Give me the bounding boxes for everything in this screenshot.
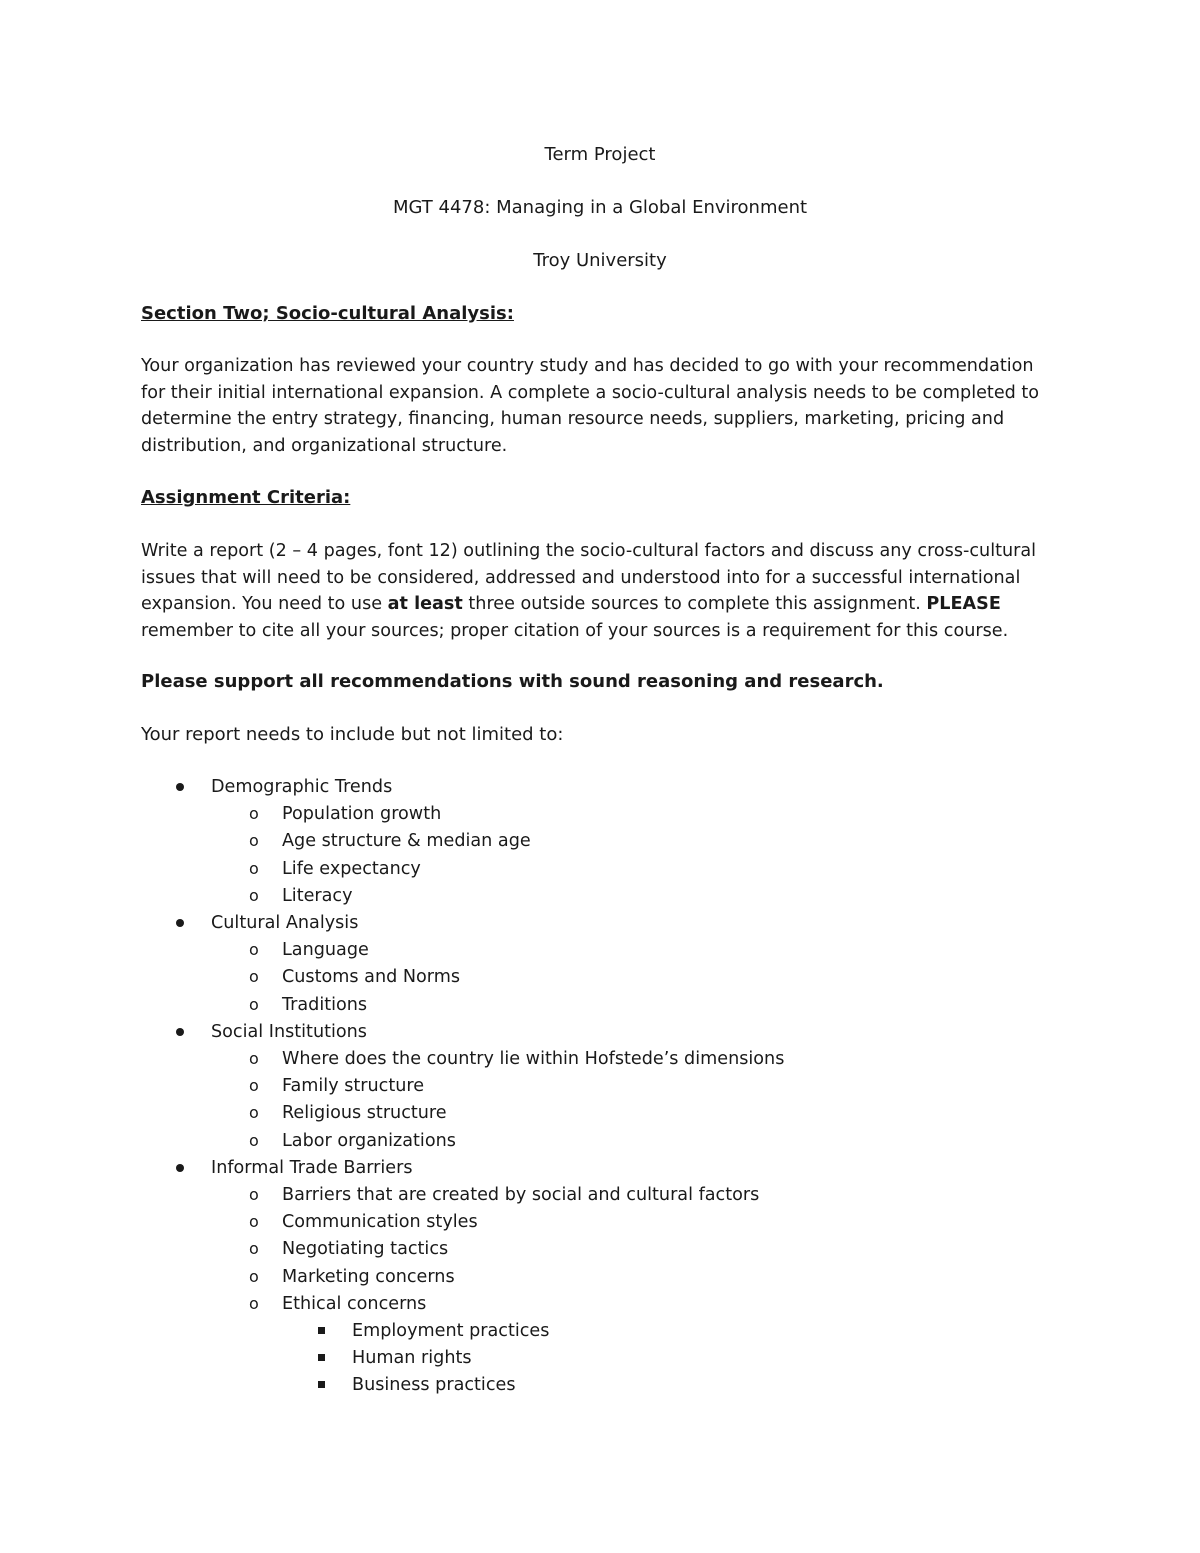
section-two-paragraph <box>141 353 1061 459</box>
bullet-circle-icon: o <box>249 1103 259 1123</box>
bullet-circle-icon: o <box>249 831 259 851</box>
list-item-text: Barriers that are created by social and cultural factors <box>282 1185 760 1205</box>
text-run: three outside sources to complete this assignment. <box>462 594 927 614</box>
paragraph-line: for their initial international expansion. A complete a socio-cultural analysis needs to be completed to <box>141 382 1040 403</box>
list-item-text: Informal Trade Barriers <box>211 1157 413 1178</box>
list-item-text: Marketing concerns <box>282 1266 455 1287</box>
bullet-square-icon <box>318 1381 325 1388</box>
bullet-circle-icon: o <box>249 804 259 824</box>
list-item-text: Life expectancy <box>282 858 421 879</box>
bullet-circle-icon: o <box>249 967 259 987</box>
list-item-text: Ethical concerns <box>282 1293 427 1314</box>
emphasis-at-least: at least <box>387 594 463 614</box>
list-item-text: Population growth <box>282 804 442 825</box>
list-item-text: Religious structure <box>282 1103 447 1124</box>
list-item-text: Traditions <box>282 994 368 1015</box>
bullet-disc-icon <box>176 1164 184 1172</box>
support-note: Please support all recommendations with sound reasoning and research. <box>141 671 884 692</box>
paragraph-line: Write a report (2 – 4 pages, font 12) outlining the socio-cultural factors and discuss any cross-cultural <box>141 541 1037 561</box>
bullet-square-icon <box>318 1327 325 1334</box>
bullet-circle-icon: o <box>249 885 259 905</box>
list-item-text: Language <box>282 940 369 961</box>
paragraph-line: distribution, and organizational structure. <box>141 435 508 456</box>
course-name: MGT 4478: Managing in a Global Environment <box>392 197 808 218</box>
list-item-text: Literacy <box>282 885 353 906</box>
bullet-circle-icon: o <box>249 1130 259 1150</box>
bullet-circle-icon: o <box>249 858 259 878</box>
list-item-text: Social Institutions <box>211 1021 367 1042</box>
list-item-text: Labor organizations <box>282 1130 456 1151</box>
emphasis-please: PLEASE <box>926 594 1001 614</box>
list-item-text: Where does the country lie within Hofstede’s dimensions <box>282 1049 785 1069</box>
list-item-text: Family structure <box>282 1076 425 1097</box>
bullet-disc-icon <box>176 919 184 927</box>
bullet-circle-icon: o <box>249 1239 259 1259</box>
criteria-paragraph <box>141 538 1061 644</box>
bullet-square-icon <box>318 1354 325 1361</box>
bullet-circle-icon: o <box>249 1049 259 1068</box>
paragraph-line: issues that will need to be considered, addressed and understood into for a successful international <box>141 567 1021 588</box>
bullet-disc-icon <box>176 783 184 791</box>
section-two-heading: Section Two; Socio-cultural Analysis: <box>141 303 514 324</box>
university-name: Troy University <box>533 250 667 271</box>
bullet-circle-icon: o <box>249 1212 259 1232</box>
bullet-circle-icon: o <box>249 1185 259 1204</box>
bullet-circle-icon: o <box>249 1076 259 1096</box>
list-item-text: Cultural Analysis <box>211 913 359 933</box>
criteria-heading: Assignment Criteria: <box>141 487 351 508</box>
list-item-text: Demographic Trends <box>211 777 393 797</box>
paragraph-line: Your organization has reviewed your country study and has decided to go with your recommendation <box>141 356 1034 376</box>
list-item-text: Age structure & median age <box>282 831 531 852</box>
list-item-text: Communication styles <box>282 1212 478 1233</box>
list-item-text: Customs and Norms <box>282 967 461 988</box>
bullet-circle-icon: o <box>249 940 259 960</box>
document-title: Term Project <box>544 144 656 165</box>
paragraph-line <box>141 591 1061 618</box>
list-item-text: Human rights <box>352 1348 472 1369</box>
bullet-circle-icon: o <box>249 1266 259 1286</box>
bullet-circle-icon: o <box>249 1293 259 1313</box>
paragraph-line: determine the entry strategy, financing, human resource needs, suppliers, marketing, pricing and <box>141 409 1005 429</box>
list-item-text: Employment practices <box>352 1321 550 1341</box>
bullet-circle-icon: o <box>249 994 259 1014</box>
report-intro: Your report needs to include but not limited to: <box>141 724 564 745</box>
list-item-text: Negotiating tactics <box>282 1239 449 1260</box>
list-item-text: Business practices <box>352 1375 516 1396</box>
text-run: expansion. You need to use <box>141 594 388 614</box>
bullet-disc-icon <box>176 1028 184 1036</box>
paragraph-line: remember to cite all your sources; proper citation of your sources is a requirement for this course. <box>141 620 1009 641</box>
